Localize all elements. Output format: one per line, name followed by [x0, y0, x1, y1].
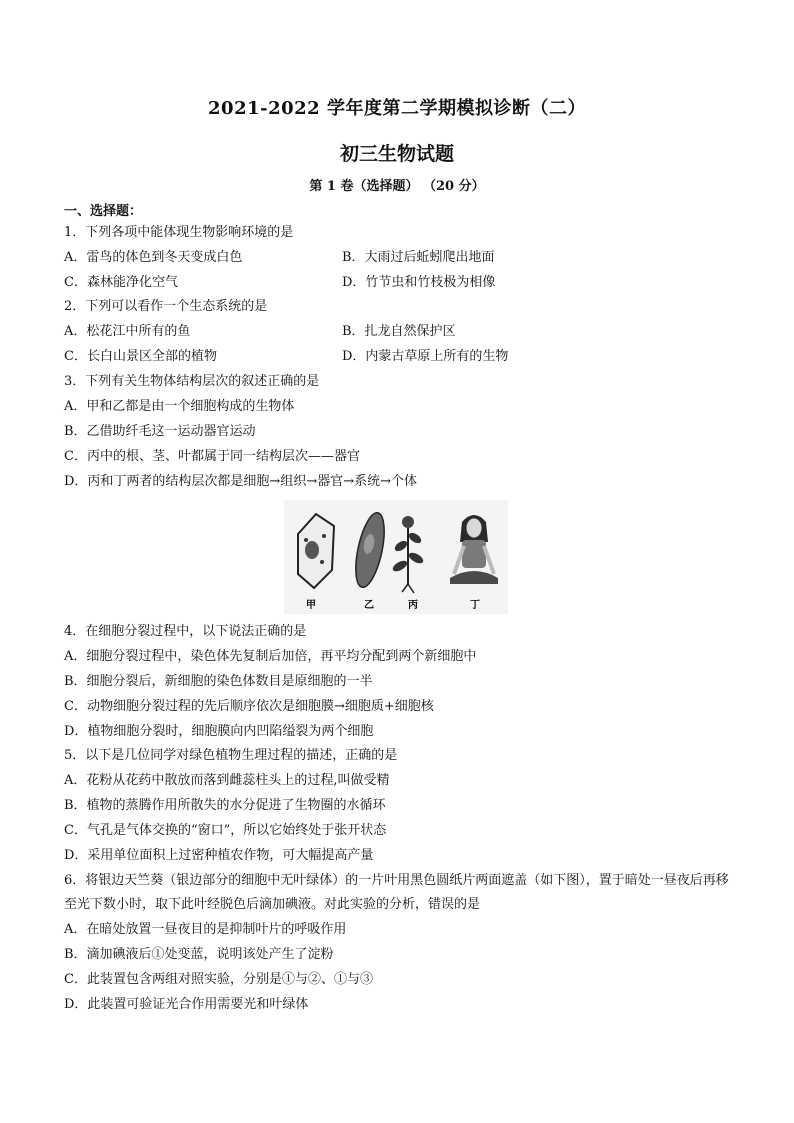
question-6-stem: 6．将银边天竺葵（银边部分的细胞中无叶绿体）的一片叶用黑色圆纸片两面遮盖（如下图），置于暗处一昼夜后再移至光下数小时，取下此叶经脱色后滴加碘液。对此实验的分析，错误的是: [64, 873, 729, 912]
question-4-option-a: A．细胞分裂过程中，染色体先复制后加倍，再平均分配到两个新细胞中: [64, 649, 477, 664]
question-2-stem: 2．下列可以看作一个生态系统的是: [64, 299, 268, 314]
volume-heading: 第 1 卷（选择题） （20 分）: [309, 179, 485, 194]
figure-label-ding: 丁: [470, 600, 480, 611]
question-6-option-a: A．在暗处放置一昼夜目的是抑制叶片的呼吸作用: [64, 922, 347, 937]
question-2-option-b: B．扎龙自然保护区: [342, 324, 456, 339]
exam-title: 2021-2022 学年度第二学期模拟诊断（二）: [208, 98, 586, 119]
figure-label-jia: 甲: [306, 600, 316, 611]
question-4-option-d: D．植物细胞分裂时，细胞膜向内凹陷缢裂为两个细胞: [64, 724, 374, 739]
question-5-option-b: B．植物的蒸腾作用所散失的水分促进了生物圈的水循环: [64, 798, 386, 813]
question-4-option-c: C．动物细胞分裂过程的先后顺序依次是细胞膜→细胞质+细胞核: [64, 699, 434, 714]
question-1-stem: 1．下列各项中能体现生物影响环境的是: [64, 225, 294, 240]
question-3-option-d: D．丙和丁两者的结构层次都是细胞→组织→器官→系统→个体: [64, 474, 417, 489]
question-6-option-d: D．此装置可验证光合作用需要光和叶绿体: [64, 997, 309, 1012]
question-1-option-b: B．大雨过后蚯蚓爬出地面: [342, 250, 495, 265]
question-3-option-b: B．乙借助纤毛这一运动器官运动: [64, 424, 256, 439]
question-1-option-a: A．雷鸟的体色到冬天变成白色: [64, 250, 243, 265]
question-3-stem: 3．下列有关生物体结构层次的叙述正确的是: [64, 374, 320, 389]
question-4-option-b: B．细胞分裂后，新细胞的染色体数目是原细胞的一半: [64, 674, 373, 689]
question-1-option-d: D．竹节虫和竹枝极为相像: [342, 275, 496, 290]
question-6-option-c: C．此装置包含两组对照实验，分别是①与②、①与③: [64, 972, 373, 987]
question-4-stem: 4．在细胞分裂过程中，以下说法正确的是: [64, 624, 307, 639]
question-2-option-c: C．长白山景区全部的植物: [64, 349, 217, 364]
figure-label-yi: 乙: [364, 600, 374, 611]
exam-subtitle: 初三生物试题: [339, 143, 454, 165]
question-5-option-c: C．气孔是气体交换的“窗口”，所以它始终处于张开状态: [64, 823, 387, 838]
question-3-option-c: C．丙中的根、茎、叶都属于同一结构层次——器官: [64, 449, 360, 464]
question-2-option-d: D．内蒙古草原上所有的生物: [342, 349, 509, 364]
figure-label-bing: 丙: [408, 600, 418, 611]
organisms-figure: [284, 500, 508, 614]
question-2-option-a: A．松花江中所有的鱼: [64, 324, 191, 339]
question-1-option-c: C．森林能净化空气: [64, 275, 178, 290]
question-3-option-a: A．甲和乙都是由一个细胞构成的生物体: [64, 399, 295, 414]
question-5-option-d: D．采用单位面积上过密种植农作物，可大幅提高产量: [64, 848, 374, 863]
section-heading: 一、选择题：: [64, 204, 143, 219]
question-5-option-a: A．花粉从花药中散放而落到雌蕊柱头上的过程,叫做受精: [64, 773, 390, 788]
question-6-option-b: B．滴加碘液后①处变蓝，说明该处产生了淀粉: [64, 947, 334, 962]
question-5-stem: 5．以下是几位同学对绿色植物生理过程的描述，正确的是: [64, 748, 398, 763]
